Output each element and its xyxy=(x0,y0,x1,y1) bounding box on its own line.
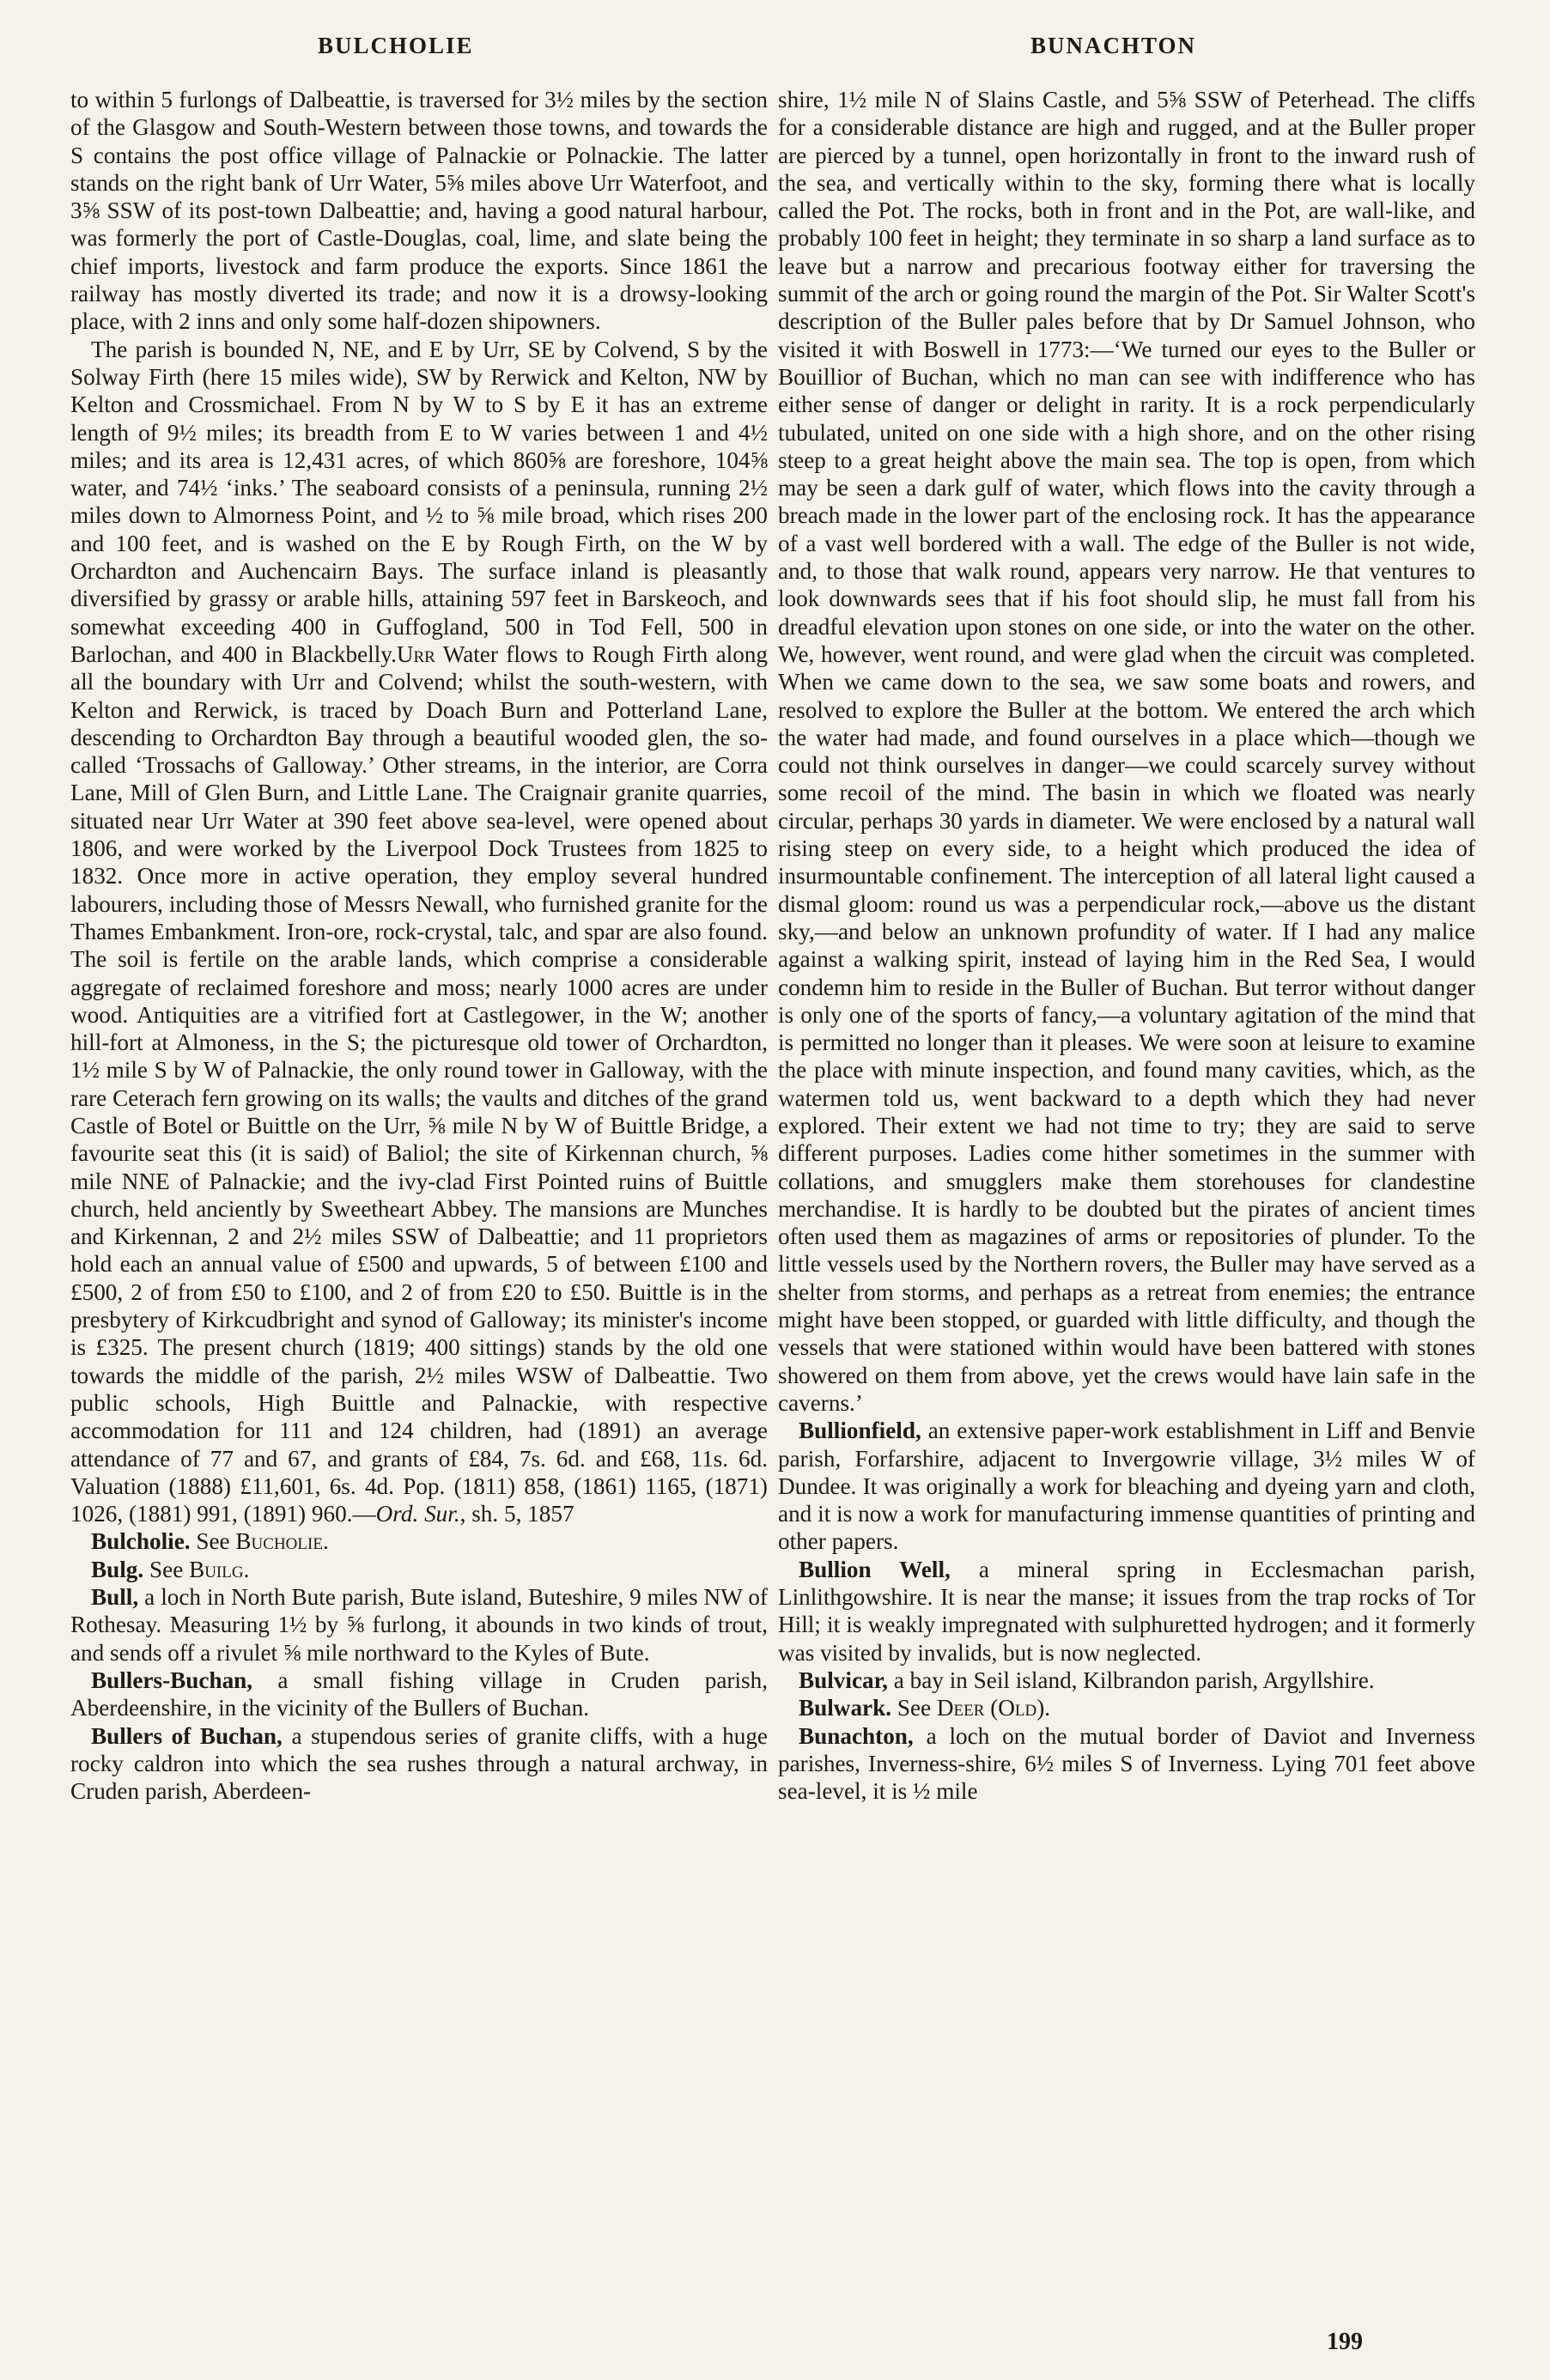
entry-headword: Bunachton, xyxy=(799,1722,914,1749)
entry-headword: Bulvicar, xyxy=(799,1667,888,1693)
entry-text: a loch on the mutual border of Daviot and Inverness parishes, Inverness-shire, 6½ miles S of Inverness. Lying 701 feet above sea-level, it is ½ mile xyxy=(778,1722,1475,1805)
gazetteer-entry xyxy=(70,1667,768,1722)
entry-text: an extensive paper-work establishment in Liff and Benvie parish, Forfarshire, adjacent to Invergowrie village, 3½ miles W of Dundee. It was originally a work for bleaching and dyeing yarn and cloth, and it is now a work for manufacturing immense quantities of printing and other papers. xyxy=(778,1418,1475,1555)
entry-text: a loch in North Bute parish, Bute island, Buteshire, 9 miles NW of Rothesay. Measuring 1½ by ⅝ furlong, it abounds in two kinds of trout, and sends off a rivulet ⅝ mile northward to the Kyles of Bute. xyxy=(70,1584,768,1666)
entry-text: . xyxy=(322,1528,329,1555)
gazetteer-entry xyxy=(778,1667,1475,1694)
entry-text: to within 5 furlongs of Dalbeattie, is traversed for 3½ miles by the section of the Glasgow and South-Western between those towns, and towards the S contains the post office village of Palnackie or Polnackie. The latter stands on the right bank of Urr Water, 5⅝ miles above Urr Waterfoot, and 3⅝ SSW of its post-town Dalbeattie; and, having a good natural harbour, was formerly the port of Castle-Douglas, coal, lime, and slate being the chief imports, livestock and farm produce the exports. Since 1861 the railway has mostly diverted its trade; and now it is a drowsy-looking place, with 2 inns and only some half-dozen shipowners. xyxy=(70,87,768,335)
left-column xyxy=(70,86,768,1805)
cross-reference: Bucholie xyxy=(235,1528,323,1555)
text-paragraph xyxy=(70,86,768,336)
entry-text: a small fishing village in Cruden parish, Aberdeenshire, in the vicinity of the Bullers of Buchan. xyxy=(70,1667,768,1721)
gazetteer-entry xyxy=(778,1694,1475,1721)
gazetteer-entry xyxy=(778,1417,1475,1555)
entry-text: Water flows to Rough Firth along all the boundary with Urr and Colvend; whilst the south-western, with Kelton and Rerwick, is traced by Doach Burn and Potterland Lane, descending to Orchardton Bay through a beautiful wooded glen, the so-called ‘Trossachs of Galloway.’ Other streams, in the interior, are Corra Lane, Mill of Glen Burn, and Little Lane. The Craignair granite quarries, situated near Urr Water at 390 feet above sea-level, were opened about 1806, and were worked by the Liverpool Dock Trustees from 1825 to 1832. Once more in active operation, they employ several hundred labourers, including those of Messrs Newall, who furnished granite for the Thames Embankment. Iron-ore, rock-crystal, talc, and spar are also found. The soil is fertile on the arable lands, which comprise a considerable aggregate of reclaimed foreshore and moss; nearly 1000 acres are under wood. Antiquities are a vitrified fort at Castlegower, in the W; another hill-fort at Almoness, in the S; the picturesque old tower of Orchardton, 1½ mile S by W of Palnackie, the only round tower in Galloway, with the rare Ceterach fern growing on its walls; the vaults and ditches of the grand Castle of Botel or Buittle on the Urr, ⅝ mile N by W of Buittle Bridge, a favourite seat this (it is said) of Baliol; the site of Kirkennan church, ⅝ mile NNE of Palnackie; and the ivy-clad First Pointed ruins of Buittle church, held anciently by Sweetheart Abbey. The mansions are Munches and Kirkennan, 2 and 2½ miles SSW of Dalbeattie; and 11 proprietors hold each an annual value of £500 and upwards, 5 of between £100 and £500, 2 of from £50 to £100, and 2 of from £20 to £50. Buittle is in the presbytery of Kirkcudbright and synod of Galloway; its minister's income is £325. The present church (1819; 400 sittings) stands by the old one towards the middle of the parish, 2½ miles WSW of Dalbeattie. Two public schools, High Buittle and Palnackie, with respective accommodation for 111 and 124 children, had (1891) an average attendance of 77 and 67, and grants of £84, 7s. 6d. and £68, 11s. 6d. Valuation (1888) £11,601, 6s. 4d. Pop. (1811) 858, (1861) 1165, (1871) 1026, (1881) 991, (1891) 960.— xyxy=(70,641,768,1527)
cross-reference: Builg xyxy=(189,1556,244,1582)
text-paragraph xyxy=(70,336,768,1528)
right-column xyxy=(778,86,1475,1805)
running-head-left: BULCHOLIE xyxy=(318,33,474,58)
entry-headword: Bulwark. xyxy=(799,1695,892,1721)
page-number: 199 xyxy=(1327,2328,1363,2355)
gazetteer-entry xyxy=(70,1583,768,1667)
entry-headword: Bullers-Buchan, xyxy=(91,1667,253,1693)
cross-reference: Deer (Old) xyxy=(936,1695,1045,1721)
entry-text: shire, 1½ mile N of Slains Castle, and 5⅝ SSW of Peterhead. The cliffs for a considerable distance are high and rugged, and at the Buller proper are pierced by a tunnel, open horizontally in front to the inward rush of the sea, and vertically within to the sky, forming there what is locally called the Pot. The rocks, both in front and in the Pot, are wall-like, and probably 100 feet in height; they terminate in so sharp a land surface as to leave but a narrow and precarious footway either for traversing the summit of the arch or going round the margin of the Pot. Sir Walter Scott's description of the Buller pales before that by Dr Samuel Johnson, who visited it with Boswell in 1773:—‘We turned our eyes to the Buller or Bouillior of Buchan, which no man can see with indifference who has either sense of danger or delight in rarity. It is a rock perpendicularly tubulated, united on one side with a high shore, and on the other rising steep to a great height above the main sea. The top is open, from which may be seen a dark gulf of water, which flows into the cavity through a breach made in the lower part of the enclosing rock. It has the appearance of a vast well bordered with a wall. The edge of the Buller is not wide, and, to those that walk round, appears very narrow. He that ventures to look downwards sees that if his foot should slip, he must fall from his dreadful elevation upon stones on one side, or into the water on the other. We, however, went round, and were glad when the circuit was completed. When we came down to the sea, we saw some boats and rowers, and resolved to explore the Buller at the bottom. We entered the arch which the water had made, and found ourselves in a place which—though we could not think ourselves in danger—we could scarcely survey without some recoil of the mind. The basin in which we floated was nearly circular, perhaps 30 yards in diameter. We were enclosed by a natural wall rising steep on every side, to a height which produced the idea of insurmountable confinement. The interception of all lateral light caused a dismal gloom: round us was a perpendicular rock,—above us the distant sky,—and below an unknown profundity of water. If I had any malice against a walking spirit, instead of laying him in the Red Sea, I would condemn him to reside in the Buller of Buchan. But terror without danger is only one of the sports of fancy,—a voluntary agitation of the mind that is permitted no longer than it pleases. We were soon at leisure to examine the place with minute inspection, and found many cavities, which, as the watermen told us, went backward to a depth which they had never explored. Their extent we had not time to try; they are said to serve different purposes. Ladies come hither sometimes in the summer with collations, and smugglers make them storehouses for clandestine merchandise. It is hardly to be doubted but the pirates of ancient times often used them as magazines of arms or repositories of plunder. To the little vessels used by the Northern rovers, the Buller may have served as a shelter from storms, and perhaps as a retreat from enemies; the entrance might have been stopped, or guarded with little difficulty, and though the vessels that were stationed within would have been battered with stones showered on them from above, yet the crews would have lain safe in the caverns.’ xyxy=(778,87,1475,1416)
gazetteer-entry xyxy=(778,1722,1475,1806)
entry-text: See xyxy=(190,1528,236,1555)
entry-headword: Bulcholie. xyxy=(91,1528,191,1555)
map-reference: Ord. Sur. xyxy=(375,1501,460,1527)
entry-headword: Bullionfield, xyxy=(799,1418,921,1444)
entry-text: The parish is bounded N, NE, and E by Urr, SE by Colvend, S by the Solway Firth (here 15 miles wide), SW by Rerwick and Kelton, NW by Kelton and Crossmichael. From N by W to S by E it has an extreme length of 9½ miles; its breadth from E to W varies between 1 and 4½ miles; and its area is 12,431 acres, of which 860⅝ are foreshore, 104⅝ water, and 74½ ‘inks.’ The seaboard consists of a peninsula, running 2½ miles down to Almorness Point, and ½ to ⅝ mile broad, which rises 200 and 100 feet, and is washed on the E by Rough Firth, on the W by Orchardton and Auchencairn Bays. The surface inland is pleasantly diversified by grassy or arable hills, attaining 597 feet in Barskeoch, and somewhat exceeding 400 in Guffogland, 500 in Tod Fell, 500 in Barlochan, and 400 in Blackbelly. xyxy=(70,336,768,667)
gazetteer-entry xyxy=(70,1722,768,1806)
text-paragraph xyxy=(778,86,1475,1417)
entry-headword: Bullion Well, xyxy=(799,1556,951,1582)
entry-text: a stupendous series of granite cliffs, with a huge rocky caldron into which the sea rushes through a natural archway, in Cruden parish, Aberdeen- xyxy=(70,1722,768,1805)
entry-text: . xyxy=(1044,1695,1051,1721)
entry-headword: Bull, xyxy=(91,1584,139,1611)
entry-text: , sh. 5, 1857 xyxy=(459,1501,574,1527)
entry-text: See xyxy=(143,1556,190,1582)
entry-text: . xyxy=(243,1556,250,1582)
running-head-right: BUNACHTON xyxy=(1030,33,1197,58)
entry-text: See xyxy=(891,1695,937,1721)
entry-headword: Bulg. xyxy=(91,1556,144,1582)
entry-text: a bay in Seil island, Kilbrandon parish, Argyllshire. xyxy=(887,1667,1375,1693)
gazetteer-entry xyxy=(778,1556,1475,1667)
gazetteer-entry xyxy=(70,1527,768,1555)
cross-reference: Urr xyxy=(396,641,435,667)
entry-text: a mineral spring in Ecclesmachan parish, Linlithgowshire. It is near the manse; it issues from the trap rocks of Tor Hill; it is weakly impregnated with sulphuretted hydrogen; and it formerly was visited by invalids, but is now neglected. xyxy=(778,1556,1476,1666)
entry-headword: Bullers of Buchan, xyxy=(91,1722,283,1749)
gazetteer-entry xyxy=(70,1556,768,1583)
